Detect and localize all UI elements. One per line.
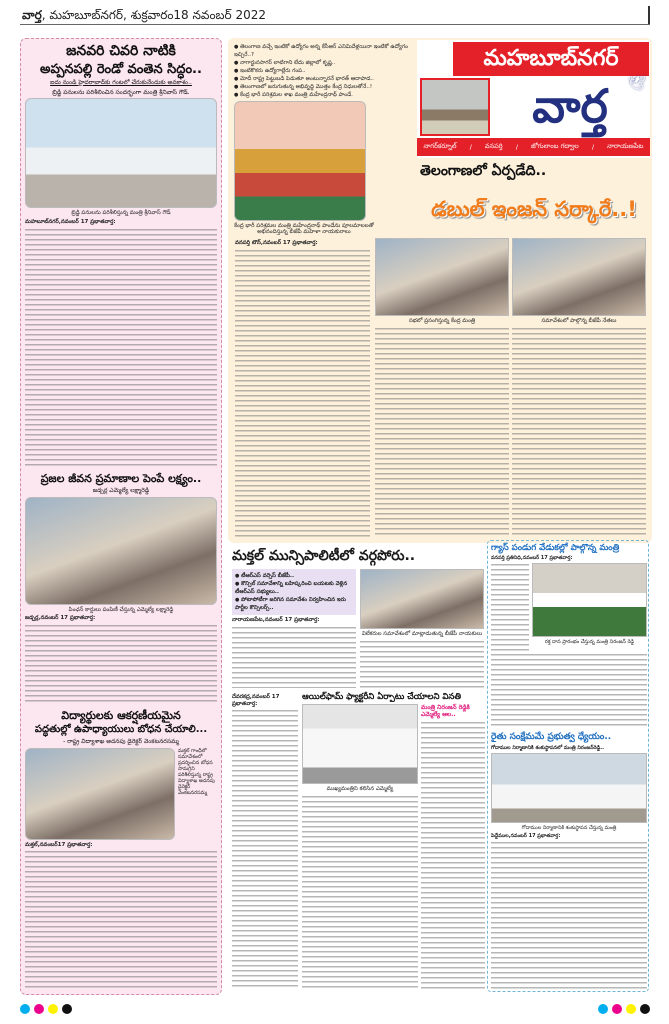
registration-mark [612,1004,622,1014]
header-divider [20,24,650,25]
registration-mark [48,1004,58,1014]
oilpalm-photo-col [302,704,418,990]
main-story-col-2 [375,238,509,538]
rally-photo [375,238,509,316]
article-headline: విద్యార్థులకు ఆకర్షణీయమైన [61,709,181,722]
registration-mark [34,1004,44,1014]
teacher-photo [25,748,175,840]
district-link[interactable]: నాగర్‌కర్నూల్ [423,142,457,150]
article-headline: మక్తల్ మున్సిపాలిటీలో వర్గపోరు.. [232,548,416,564]
bullet-item: ● తెలంగాణలో జరుగుతున్న అభివృద్ధి మొత్తం కేంద్ర నిధులతోనే..! [234,83,412,91]
article-headline: ప్రజల జీవన ప్రమాణాల పెంపే లక్ష్యం.. [40,472,202,485]
article-dateline: జడ్చర్ల,నవంబర్ 17 ప్రభాతవార్త: [25,615,96,622]
oilpalm-main [302,692,485,990]
gas-photo-row [491,563,647,651]
article-farmer-welfare [491,732,647,989]
blood-donation-photo [532,563,647,637]
bullet-item: ● కేంద్ర భారీ పరిశ్రమల శాఖ మంత్రి మహేంద్రనాథ్ పాండే. [234,91,412,99]
article-subhead: జడ్చర్ల ఎమ్మెల్యే లక్ష్మారెడ్డి [92,487,150,495]
main-story-body-col [235,240,370,538]
godown-photo [491,753,647,823]
bullet-item: ● పోటాపోటీగా జరిగిన సమావేశం నిర్వహించిన ఇరు పార్టీల కౌన్సిలర్స్.. [235,596,353,612]
pension-photo [25,497,217,605]
photo-caption: పింఛన్ కార్డులు పంపిణీ చేస్తున్న ఎమ్మెల్యే లక్ష్మారెడ్డి [68,606,174,613]
paper-name: వార్త [22,8,42,22]
oilpalm-row [302,704,485,990]
article-teachers [25,709,217,991]
bullet-item: ● ఇంటికొకరు ఉద్యోగాల్లేరు గంప.. [234,67,412,75]
cm-meeting-photo [302,704,418,784]
registration-mark [62,1004,72,1014]
page-header [22,8,266,25]
photo-caption: సభలో ప్రసంగిస్తున్న కేంద్ర మంత్రి [408,318,476,324]
photo-caption: బ్రిడ్జి పనులను పరిశీలిస్తున్న మంత్రి శ్రీనివాస్ గౌడ్ [71,210,171,217]
district-strip: నాగర్‌కర్నూల్ / వనపర్తి / జోగులాంబ గద్వాల / నారాయణపేట [417,138,650,156]
main-story-col-3 [512,238,646,538]
masthead-region: మహబూబ్‌నగర్ [453,42,649,76]
registration-mark [20,1004,30,1014]
dam-photo [420,78,490,136]
article-bridge [25,43,217,467]
article-body-text [512,327,646,538]
makthal-bullets [232,569,356,615]
article-body-text [302,795,418,990]
article-headline: జనవరి చివరి నాటికి [66,43,176,59]
article-body-text [360,640,484,688]
article-headline: గ్యాస్ పండుగ వేడుకల్లో పాల్గొన్న మంత్రి [491,543,620,553]
article-dateline: వనపర్తి టౌన్,నవంబర్ 17 ప్రభాతవార్త: [235,240,318,246]
main-kicker: తెలంగాణలో ఏర్పడేది.. [420,163,547,179]
registration-mark [598,1004,608,1014]
main-story-bullets [234,43,412,99]
article-subhead: గోదాముల నిర్మాణానికి శంకుస్థాపనలో మంత్రి నిరంజన్‌రెడ్డి.. [491,744,605,751]
makthal-right-col [360,569,484,688]
article-body-text [491,841,647,989]
teacher-photo-row [25,748,217,840]
photo-caption: సమావేశంలో పాల్గొన్న బీజేపీ నేతలు [541,318,617,324]
article-body-text [491,563,529,651]
article-dateline: వనపర్తి ప్రతినిధి,నవంబర్ 17 ప్రభాతవార్త: [491,555,573,562]
photo-caption: కేంద్ర భారీ పరిశ్రమల మంత్రి మహేంద్రనాథ్ పాండేను పూలమాలలతో అభినందిస్తున్న బీజేపీ మహిళా నాయకురాలు [234,222,374,236]
article-body-text [232,709,298,990]
article-body-text [25,850,217,991]
header-bar [648,6,650,24]
minister-felicitation-photo [234,101,366,221]
photo-caption: గోదాముల నిర్మాణానికి శంకుస్థాపన చేస్తున్న మంత్రి [521,824,617,831]
article-subhead: బ్రిడ్జి పనులను పరిశీలించిన సందర్భంగా మంత్రి శ్రీనివాస్ గౌడ్. [52,88,190,96]
district-link[interactable]: నారాయణపేట [607,142,644,150]
photo-caption: ముఖ్యమంత్రిని కలిసిన ఎమ్మెల్యే [326,786,394,793]
dove-icon: 🕊 [628,76,646,92]
photo-side-caption: మక్తల్ గాంధీలో సమావేశంలో ప్రదర్శించిన బోధన సామగ్రిని పరిశీలిస్తున్న రాష్ట్ర విద్యాశాఖ అదనపు డైరెక్టర్ వెంకటనరసమ్మ [178,747,215,796]
oilpalm-side-col [421,704,485,990]
article-gas-festival [491,543,647,729]
article-body-text [232,626,356,688]
article-body-text [25,228,217,467]
article-subhead: ఐదు నుండి హైదరాబాద్‌కు గంటలో చేరుకునేందుకు అవకాశం.. [50,79,192,87]
article-subhead: - రాష్ట్ర విద్యాశాఖ అదనపు డైరెక్టర్ వెంకటనరసమ్మ [63,738,179,746]
makthal-left-col [232,569,356,688]
bjp-meeting-photo [360,569,484,629]
header-dateline: , మహబూబ్‌నగర్, శుక్రవారం18 నవంబర్ 2022 [41,8,266,22]
oilpalm-left-col [232,694,298,990]
article-dateline: మహబూబ్‌నగర్,నవంబర్ 17 ప్రభాతవార్త: [25,218,116,225]
article-body-text [25,624,217,704]
article-body-text [421,721,485,990]
bullet-item: ● కౌన్సిల్ సమావేశాన్ని బహిష్కరించి బయటకు వెళ్లిన టీఆర్ఎస్ సభ్యులు.. [235,580,353,596]
registration-mark [626,1004,636,1014]
article-pension [25,472,217,704]
article-body-text [375,327,509,538]
district-link[interactable]: వనపర్తి [484,142,503,150]
masthead-title: వార్త [532,79,608,133]
bridge-photo [25,98,217,208]
gas-photo-col [532,563,647,651]
article-dateline: నారాయణపేట,నవంబర్ 17 ప్రభాతవార్త: [232,617,320,623]
bullet-item: ● తెలంగాణ వచ్చే ఇంటికో ఉద్యోగం అన్న కేసీఆర్ ఎనిమిదేళ్లయినా ఇంటికో ఉద్యోగం ఇచ్చిరే..? [234,43,412,59]
bullet-item: ● నాగార్జునసాగర్ లాటిగాని లేదు జిల్లాలో కృష్ణ.. [234,59,412,67]
article-dateline: దేవరకద్ర,నవంబర్ 17 ప్రభాతవార్త: [232,694,280,707]
bullet-item: ● టీఆర్ఎస్ వర్సెస్ బీజేపీ.. [235,572,353,580]
article-headline: రైతు సంక్షేమమే ప్రభుత్వ ధ్యేయం.. [491,732,612,742]
photo-caption: విలేకరుల సమావేశంలో మాట్లాడుతున్న బీజేపీ నాయకులు [361,631,483,637]
article-dateline: పెద్దేముల,నవంబర్ 17 ప్రభాతవార్త: [491,832,561,839]
article-body-text [491,653,647,729]
bullet-item: ● మోదీ రాష్ట్ర పెట్టుబడి పెడుతూ అంటున్నారనే భారత్ ఆదాపాడ.. [234,75,412,83]
main-headline: డబుల్ ఇంజన్ సర్కారే..! [431,197,637,221]
article-dateline: మక్తల్,నవంబర్17 ప్రభాతవార్త: [25,841,93,848]
article-body-text [235,249,370,538]
registration-mark [640,1004,650,1014]
district-link[interactable]: జోగులాంబ గద్వాల [530,142,579,150]
article-headline: పద్ధతుల్లో ఉపాధ్యాయులు బోధన చేయాలి... [34,724,208,736]
article-headline: అప్పనపల్లి రెండో వంతెన సిద్ధం.. [40,61,202,77]
meeting-photo [512,238,646,316]
side-headline: మంత్రి నిరంజన్ రెడ్డికి ఎమ్మెల్యే ఆల.. [421,704,470,719]
photo-caption: రక్త దాన ప్రారంభం చేస్తున్న మంత్రి నిరంజన్ రెడ్డి [544,639,635,646]
article-headline: ఆయిల్‌ఫామ్ ఫ్యాక్టరీని ఏర్పాటు చేయాలని వినతి [302,692,462,702]
main-story-side [234,43,412,236]
